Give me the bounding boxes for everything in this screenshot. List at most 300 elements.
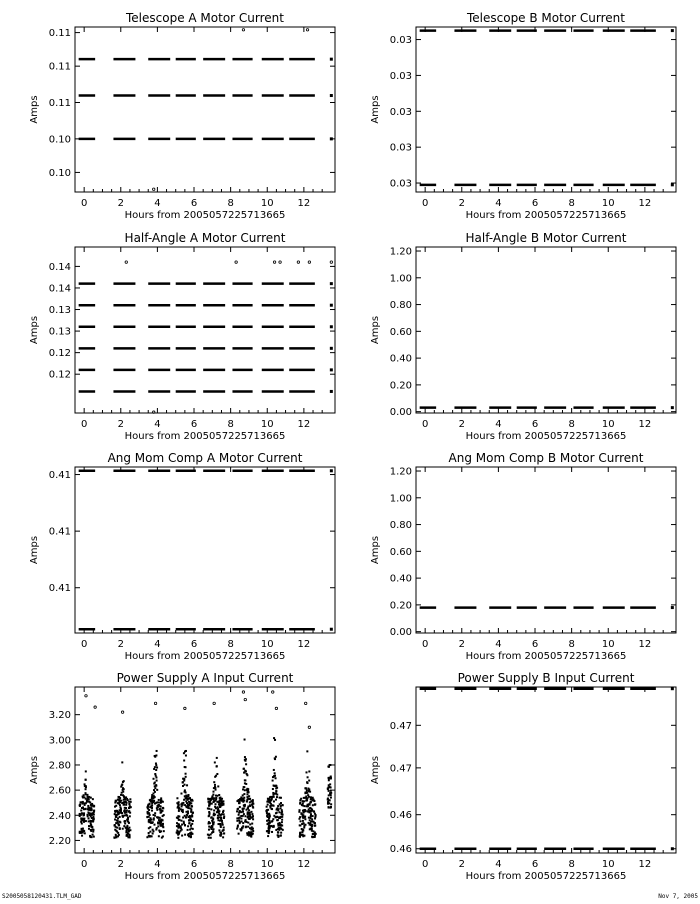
data-point bbox=[281, 825, 283, 827]
data-point bbox=[671, 687, 674, 690]
data-point bbox=[212, 794, 214, 796]
data-point bbox=[299, 836, 301, 838]
x-axis-label: Hours from 2005057225713665 bbox=[124, 871, 286, 882]
data-point bbox=[306, 798, 308, 800]
data-point bbox=[128, 807, 130, 809]
y-tick-label: 1.00 bbox=[389, 493, 412, 505]
data-point bbox=[154, 782, 156, 784]
data-point bbox=[238, 814, 240, 816]
data-point bbox=[276, 812, 278, 814]
x-tick-label: 10 bbox=[601, 639, 615, 650]
data-point bbox=[119, 816, 121, 818]
chart-title: Ang Mom Comp A Motor Current bbox=[107, 451, 303, 465]
data-point bbox=[84, 785, 86, 787]
data-point bbox=[274, 739, 276, 741]
data-point bbox=[221, 801, 223, 803]
data-point bbox=[177, 803, 179, 805]
data-point bbox=[126, 809, 128, 811]
data-point bbox=[314, 817, 316, 819]
data-point bbox=[85, 788, 87, 790]
data-point bbox=[330, 304, 333, 307]
data-point bbox=[272, 788, 274, 790]
data-point bbox=[118, 796, 120, 798]
data-point bbox=[114, 818, 116, 820]
y-tick-label: 0.00 bbox=[389, 627, 412, 639]
data-point bbox=[310, 815, 312, 817]
data-point bbox=[244, 805, 246, 807]
data-point bbox=[270, 800, 272, 802]
data-point bbox=[249, 818, 251, 820]
data-point bbox=[247, 811, 249, 813]
x-tick-label: 6 bbox=[531, 639, 539, 650]
data-point bbox=[251, 823, 253, 825]
y-tick-label: 0.11 bbox=[48, 61, 71, 73]
data-point bbox=[280, 832, 282, 834]
data-point bbox=[183, 778, 185, 780]
data-point bbox=[184, 784, 186, 786]
x-tick-label: 10 bbox=[601, 419, 615, 430]
data-point bbox=[124, 797, 126, 799]
data-point bbox=[252, 806, 254, 808]
data-point bbox=[121, 761, 123, 763]
y-tick-label: 0.60 bbox=[389, 326, 412, 338]
data-point bbox=[177, 815, 179, 817]
data-point bbox=[272, 818, 274, 820]
data-point bbox=[117, 799, 119, 801]
y-tick-label: 0.20 bbox=[389, 600, 412, 612]
data-point bbox=[280, 807, 282, 809]
data-point bbox=[190, 832, 192, 834]
data-point bbox=[86, 801, 88, 803]
data-point bbox=[125, 814, 127, 816]
chart-panel bbox=[29, 231, 335, 442]
data-point bbox=[247, 791, 249, 793]
x-tick-label: 4 bbox=[154, 419, 161, 430]
data-point bbox=[210, 808, 212, 810]
data-point bbox=[277, 831, 279, 833]
data-point bbox=[214, 784, 216, 786]
data-point bbox=[272, 780, 274, 782]
data-point bbox=[161, 824, 163, 826]
data-point bbox=[220, 815, 222, 817]
data-point bbox=[83, 808, 85, 810]
data-point bbox=[82, 818, 84, 820]
outlier-point bbox=[94, 706, 96, 708]
data-point bbox=[268, 827, 270, 829]
data-point bbox=[216, 801, 218, 803]
data-points bbox=[420, 406, 674, 409]
data-point bbox=[208, 826, 210, 828]
y-tick-label: 0.46 bbox=[389, 810, 412, 822]
data-point bbox=[155, 802, 157, 804]
x-tick-label: 8 bbox=[227, 859, 234, 870]
outlier-point bbox=[184, 707, 186, 709]
data-point bbox=[87, 811, 89, 813]
data-point bbox=[82, 796, 84, 798]
y-tick-label: 0.10 bbox=[48, 134, 71, 146]
y-tick-label: 0.80 bbox=[389, 300, 412, 312]
data-point bbox=[269, 796, 271, 798]
data-point bbox=[122, 828, 124, 830]
data-point bbox=[118, 834, 120, 836]
x-tick-label: 2 bbox=[458, 198, 465, 209]
data-point bbox=[158, 799, 160, 801]
data-point bbox=[330, 137, 333, 140]
data-point bbox=[91, 836, 93, 838]
data-point bbox=[238, 799, 240, 801]
data-point bbox=[310, 813, 312, 815]
data-point bbox=[246, 799, 248, 801]
data-point bbox=[238, 833, 240, 835]
plot-frame bbox=[75, 247, 335, 413]
data-point bbox=[268, 832, 270, 834]
data-point bbox=[211, 826, 213, 828]
data-point bbox=[278, 811, 280, 813]
data-point bbox=[275, 799, 277, 801]
data-point bbox=[92, 834, 94, 836]
data-point bbox=[310, 798, 312, 800]
data-point bbox=[305, 800, 307, 802]
data-point bbox=[252, 830, 254, 832]
data-point bbox=[330, 282, 333, 285]
data-point bbox=[190, 810, 192, 812]
data-point bbox=[251, 813, 253, 815]
y-axis-label: Amps bbox=[29, 535, 40, 565]
data-point bbox=[93, 836, 95, 838]
outlier-point bbox=[153, 411, 155, 413]
y-tick-label: 0.40 bbox=[389, 353, 412, 365]
data-point bbox=[208, 815, 210, 817]
data-point bbox=[266, 806, 268, 808]
data-point bbox=[220, 835, 222, 837]
data-point bbox=[208, 808, 210, 810]
data-point bbox=[306, 805, 308, 807]
chart-panel bbox=[29, 671, 335, 882]
data-point bbox=[148, 821, 150, 823]
data-point bbox=[129, 805, 131, 807]
data-point bbox=[223, 813, 225, 815]
x-tick-label: 12 bbox=[638, 419, 652, 430]
chart-panel bbox=[29, 451, 335, 662]
data-point bbox=[89, 801, 91, 803]
data-point bbox=[243, 813, 245, 815]
data-point bbox=[180, 820, 182, 822]
data-point bbox=[281, 821, 283, 823]
x-tick-label: 10 bbox=[260, 419, 274, 430]
data-point bbox=[306, 771, 308, 773]
data-point bbox=[85, 798, 87, 800]
data-point bbox=[91, 826, 93, 828]
y-tick-label: 0.13 bbox=[48, 305, 71, 317]
data-point bbox=[150, 800, 152, 802]
data-point bbox=[279, 797, 281, 799]
data-point bbox=[211, 795, 213, 797]
data-point bbox=[184, 815, 186, 817]
outlier-point bbox=[306, 29, 308, 31]
data-point bbox=[301, 804, 303, 806]
data-point bbox=[302, 820, 304, 822]
data-point bbox=[152, 833, 154, 835]
data-point bbox=[79, 813, 81, 815]
y-tick-label: 3.20 bbox=[48, 710, 71, 722]
data-point bbox=[330, 786, 332, 788]
data-point bbox=[303, 805, 305, 807]
data-point bbox=[312, 815, 314, 817]
data-point bbox=[153, 824, 155, 826]
data-point bbox=[150, 819, 152, 821]
x-tick-label: 4 bbox=[495, 198, 502, 209]
data-point bbox=[266, 815, 268, 817]
data-point bbox=[126, 835, 128, 837]
y-tick-label: 0.11 bbox=[48, 98, 71, 110]
x-tick-label: 2 bbox=[117, 639, 124, 650]
plot-frame bbox=[75, 687, 335, 853]
data-points bbox=[79, 691, 333, 839]
data-point bbox=[120, 794, 122, 796]
data-point bbox=[242, 788, 244, 790]
data-point bbox=[155, 764, 157, 766]
data-point bbox=[239, 821, 241, 823]
data-point bbox=[276, 796, 278, 798]
x-tick-label: 8 bbox=[227, 639, 234, 650]
data-point bbox=[307, 776, 309, 778]
data-point bbox=[178, 810, 180, 812]
data-point bbox=[215, 798, 217, 800]
data-point bbox=[275, 777, 277, 779]
plot-frame bbox=[416, 687, 676, 853]
data-point bbox=[246, 796, 248, 798]
data-point bbox=[92, 805, 94, 807]
chart-title: Half-Angle B Motor Current bbox=[465, 231, 627, 245]
data-point bbox=[123, 799, 125, 801]
data-point bbox=[128, 803, 130, 805]
y-tick-label: 0.11 bbox=[48, 28, 71, 40]
data-point bbox=[217, 823, 219, 825]
data-point bbox=[177, 827, 179, 829]
data-point bbox=[125, 807, 127, 809]
x-tick-label: 4 bbox=[154, 859, 161, 870]
data-point bbox=[153, 768, 155, 770]
data-point bbox=[244, 759, 246, 761]
data-points bbox=[420, 29, 674, 186]
data-point bbox=[277, 834, 279, 836]
outlier-point bbox=[308, 261, 310, 263]
data-point bbox=[330, 347, 333, 350]
data-point bbox=[153, 778, 155, 780]
data-point bbox=[181, 805, 183, 807]
data-point bbox=[117, 832, 119, 834]
data-point bbox=[181, 824, 183, 826]
data-point bbox=[156, 809, 158, 811]
data-point bbox=[278, 825, 280, 827]
data-point bbox=[239, 828, 241, 830]
data-point bbox=[330, 790, 332, 792]
data-point bbox=[154, 812, 156, 814]
data-point bbox=[147, 811, 149, 813]
data-point bbox=[128, 827, 130, 829]
y-tick-label: 0.41 bbox=[48, 470, 71, 482]
data-point bbox=[306, 750, 308, 752]
data-point bbox=[243, 786, 245, 788]
y-axis-label: Amps bbox=[370, 535, 381, 565]
data-point bbox=[151, 798, 153, 800]
data-point bbox=[279, 803, 281, 805]
data-point bbox=[330, 94, 333, 97]
x-tick-label: 10 bbox=[601, 859, 615, 870]
data-point bbox=[159, 821, 161, 823]
data-point bbox=[274, 772, 276, 774]
data-point bbox=[242, 794, 244, 796]
data-point bbox=[153, 789, 155, 791]
data-point bbox=[247, 822, 249, 824]
data-point bbox=[330, 806, 332, 808]
x-tick-label: 0 bbox=[80, 859, 88, 870]
data-point bbox=[329, 764, 331, 766]
data-point bbox=[222, 824, 224, 826]
data-point bbox=[275, 790, 277, 792]
data-points bbox=[420, 687, 674, 850]
data-point bbox=[305, 787, 307, 789]
data-point bbox=[299, 824, 301, 826]
data-point bbox=[177, 806, 179, 808]
data-point bbox=[84, 804, 86, 806]
data-point bbox=[246, 793, 248, 795]
x-tick-label: 6 bbox=[531, 198, 539, 209]
data-point bbox=[126, 819, 128, 821]
data-point bbox=[246, 832, 248, 834]
data-point bbox=[180, 793, 182, 795]
data-point bbox=[310, 796, 312, 798]
x-tick-label: 12 bbox=[297, 419, 311, 430]
data-point bbox=[119, 801, 121, 803]
y-axis-label: Amps bbox=[370, 315, 381, 345]
x-tick-label: 0 bbox=[80, 419, 88, 430]
data-point bbox=[329, 792, 331, 794]
data-point bbox=[276, 794, 278, 796]
data-point bbox=[155, 777, 157, 779]
data-point bbox=[305, 791, 307, 793]
data-point bbox=[119, 821, 121, 823]
data-point bbox=[267, 801, 269, 803]
data-point bbox=[209, 800, 211, 802]
data-point bbox=[190, 800, 192, 802]
chart-panel bbox=[370, 11, 676, 221]
data-point bbox=[85, 793, 87, 795]
data-point bbox=[314, 836, 316, 838]
data-point bbox=[236, 810, 238, 812]
x-tick-label: 10 bbox=[260, 639, 274, 650]
data-point bbox=[192, 828, 194, 830]
data-point bbox=[153, 819, 155, 821]
data-point bbox=[246, 773, 248, 775]
data-point bbox=[222, 836, 224, 838]
data-point bbox=[176, 797, 178, 799]
data-point bbox=[154, 766, 156, 768]
x-tick-label: 12 bbox=[638, 639, 652, 650]
outlier-point bbox=[85, 695, 87, 697]
data-point bbox=[160, 819, 162, 821]
chart-title: Power Supply A Input Current bbox=[116, 671, 294, 685]
outlier-point bbox=[305, 702, 307, 704]
x-tick-label: 12 bbox=[638, 198, 652, 209]
data-point bbox=[300, 834, 302, 836]
x-tick-label: 8 bbox=[568, 859, 575, 870]
data-point bbox=[329, 799, 331, 801]
data-point bbox=[217, 815, 219, 817]
outlier-point bbox=[244, 698, 246, 700]
data-point bbox=[113, 836, 115, 838]
data-point bbox=[281, 816, 283, 818]
data-point bbox=[87, 815, 89, 817]
x-tick-label: 2 bbox=[117, 859, 124, 870]
data-point bbox=[185, 776, 187, 778]
data-point bbox=[251, 811, 253, 813]
data-point bbox=[300, 813, 302, 815]
data-point bbox=[88, 817, 90, 819]
data-point bbox=[270, 803, 272, 805]
data-point bbox=[273, 785, 275, 787]
data-point bbox=[244, 789, 246, 791]
outlier-point bbox=[242, 29, 244, 31]
data-point bbox=[155, 775, 157, 777]
data-point bbox=[89, 813, 91, 815]
y-tick-label: 0.47 bbox=[389, 763, 412, 775]
data-point bbox=[271, 808, 273, 810]
data-point bbox=[250, 835, 252, 837]
data-point bbox=[88, 825, 90, 827]
data-point bbox=[186, 784, 188, 786]
data-point bbox=[328, 777, 330, 779]
data-point bbox=[178, 819, 180, 821]
data-point bbox=[115, 826, 117, 828]
outlier-point bbox=[153, 188, 155, 190]
data-points bbox=[79, 29, 333, 191]
data-point bbox=[155, 754, 157, 756]
x-axis-label: Hours from 2005057225713665 bbox=[465, 871, 627, 882]
x-tick-label: 2 bbox=[117, 198, 124, 209]
data-point bbox=[330, 390, 333, 393]
data-point bbox=[125, 829, 127, 831]
x-tick-label: 2 bbox=[458, 639, 465, 650]
data-point bbox=[127, 799, 129, 801]
data-point bbox=[265, 810, 267, 812]
data-point bbox=[273, 815, 275, 817]
y-axis-label: Amps bbox=[29, 315, 40, 345]
data-point bbox=[124, 822, 126, 824]
data-point bbox=[303, 827, 305, 829]
x-tick-label: 6 bbox=[190, 419, 198, 430]
data-point bbox=[244, 739, 246, 741]
data-point bbox=[151, 835, 153, 837]
data-point bbox=[309, 822, 311, 824]
y-tick-label: 2.80 bbox=[48, 760, 71, 772]
data-point bbox=[190, 805, 192, 807]
data-point bbox=[208, 812, 210, 814]
plot-frame bbox=[75, 27, 335, 192]
data-point bbox=[216, 757, 218, 759]
data-point bbox=[310, 801, 312, 803]
data-point bbox=[148, 809, 150, 811]
outlier-point bbox=[121, 711, 123, 713]
data-point bbox=[311, 826, 313, 828]
data-point bbox=[267, 819, 269, 821]
data-point bbox=[92, 831, 94, 833]
data-point bbox=[208, 829, 210, 831]
chart-panel bbox=[370, 671, 676, 882]
data-point bbox=[314, 822, 316, 824]
data-point bbox=[160, 806, 162, 808]
data-point bbox=[330, 777, 332, 779]
